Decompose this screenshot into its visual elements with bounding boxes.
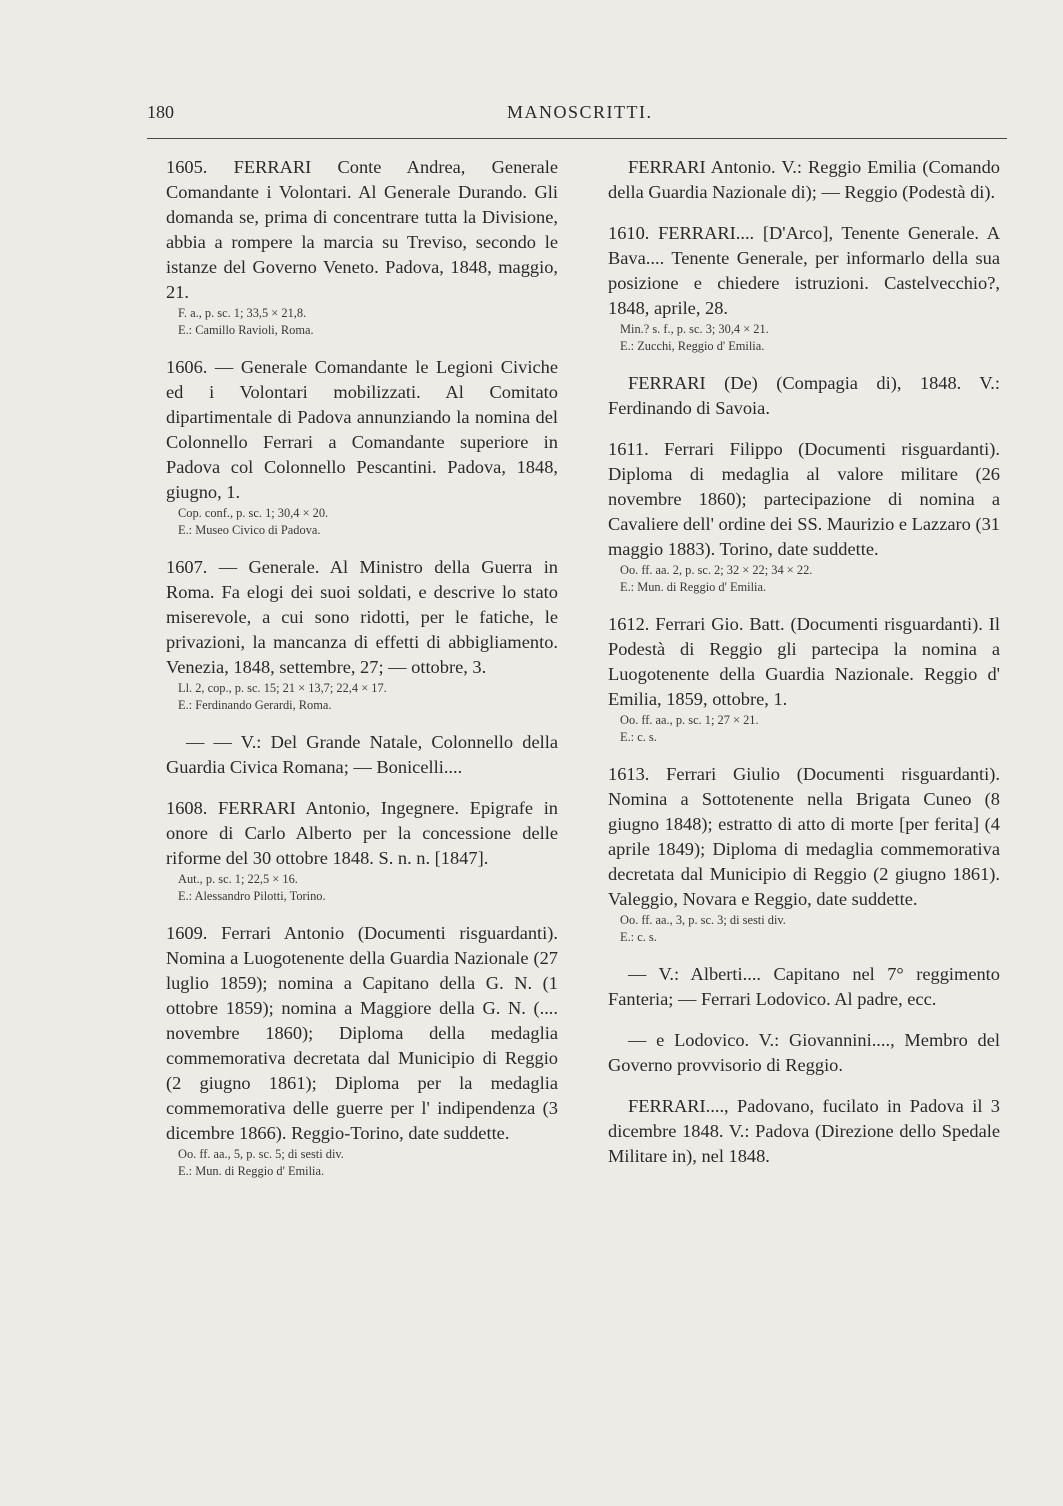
entry-note: Oo. ff. aa., p. sc. 1; 27 × 21. bbox=[620, 713, 759, 727]
entry-text: 1608. FERRARI Antonio, Ingegnere. Epigrafe in onore di Carlo Alberto per la concessione delle riforme del 30 ottobre 1848. S. n. n. [1847]. bbox=[166, 798, 558, 868]
catalog-entry bbox=[166, 155, 558, 339]
cross-reference bbox=[608, 155, 1000, 205]
entry-note: Min.? s. f., p. sc. 3; 30,4 × 21. bbox=[620, 322, 769, 336]
entry-note: E.: Camillo Ravioli, Roma. bbox=[178, 323, 314, 337]
entry-note: E.: c. s. bbox=[620, 930, 657, 944]
entry-text: 1609. Ferrari Antonio (Documenti risguardanti). Nomina a Luogotenente della Guardia Nazionale (27 luglio 1859); nomina a Capitano della G. N. (1 ottobre 1859); nomina a Maggiore della G. N. (.... novembre 1860); Diploma della medaglia commemorativa decretata dal Municipio di Reggio (2 giugno 1861); Diploma per la medaglia commemorativa delle guerre per l' indipendenza (3 dicembre 1866). Reggio-Torino, date suddette. bbox=[166, 923, 558, 1143]
entry-text: 1610. FERRARI.... [D'Arco], Tenente Generale. A Bava.... Tenente Generale, per informarlo della sua posizione e chiedere istruzioni. Castelvecchio?, 1848, aprile, 28. bbox=[608, 223, 1000, 318]
page-header bbox=[147, 102, 1007, 134]
entry-note: E.: Mun. di Reggio d' Emilia. bbox=[620, 580, 767, 594]
entry-text: FERRARI (De) (Compagia di), 1848. V.: Ferdinando di Savoia. bbox=[608, 373, 1000, 418]
cross-reference bbox=[166, 730, 558, 780]
entry-text: 1606. — Generale Comandante le Legioni Civiche ed i Volontari mobilizzati. Al Comitato dipartimentale di Padova annunziando la nomina del Colonnello Ferrari a Comandante superiore in Padova col Colonnello Pescantini. Padova, 1848, giugno, 1. bbox=[166, 357, 558, 502]
entry-text: 1607. — Generale. Al Ministro della Guerra in Roma. Fa elogi dei suoi soldati, e descrive lo stato miserevole, a cui sono ridotti, per le fatiche, le privazioni, la mancanza di effetti di abbigliamento. Venezia, 1848, settembre, 27; — ottobre, 3. bbox=[166, 557, 558, 677]
right-column bbox=[608, 155, 1000, 1185]
catalog-entry bbox=[608, 221, 1000, 355]
entry-note: E.: Ferdinando Gerardi, Roma. bbox=[178, 698, 332, 712]
entry-note: E.: Museo Civico di Padova. bbox=[178, 523, 321, 537]
entry-text: — e Lodovico. V.: Giovannini...., Membro del Governo provvisorio di Reggio. bbox=[608, 1030, 1000, 1075]
entry-note: E.: Zucchi, Reggio d' Emilia. bbox=[620, 339, 765, 353]
catalog-entry bbox=[166, 355, 558, 539]
entry-text: FERRARI...., Padovano, fucilato in Padova il 3 dicembre 1848. V.: Padova (Direzione dello Spedale Militare in), nel 1848. bbox=[608, 1096, 1000, 1166]
entry-note: Oo. ff. aa., 5, p. sc. 5; di sesti div. bbox=[178, 1147, 344, 1161]
entry-note: Oo. ff. aa., 3, p. sc. 3; di sesti div. bbox=[620, 913, 786, 927]
cross-reference bbox=[608, 962, 1000, 1012]
entry-text: — V.: Alberti.... Capitano nel 7° reggimento Fanteria; — Ferrari Lodovico. Al padre, ecc. bbox=[608, 964, 1000, 1009]
catalog-entry bbox=[608, 612, 1000, 746]
catalog-entry bbox=[166, 921, 558, 1180]
entry-text: FERRARI Antonio. V.: Reggio Emilia (Comando della Guardia Nazionale di); — Reggio (Podestà di). bbox=[608, 157, 1000, 202]
cross-reference bbox=[608, 1028, 1000, 1078]
entry-note: E.: Alessandro Pilotti, Torino. bbox=[178, 889, 326, 903]
entry-note: E.: Mun. di Reggio d' Emilia. bbox=[178, 1164, 325, 1178]
entry-text: — — V.: Del Grande Natale, Colonnello della Guardia Civica Romana; — Bonicelli.... bbox=[166, 732, 558, 777]
entry-note: Cop. conf., p. sc. 1; 30,4 × 20. bbox=[178, 506, 329, 520]
page-number: 180 bbox=[147, 102, 174, 122]
entry-text: 1611. Ferrari Filippo (Documenti risguardanti). Diploma di medaglia al valore militare (26 novembre 1860); partecipazione di nomina a Cavaliere dell' ordine dei SS. Maurizio e Lazzaro (31 maggio 1883). Torino, date suddette. bbox=[608, 439, 1000, 559]
entry-note: E.: c. s. bbox=[620, 730, 657, 744]
left-column bbox=[166, 155, 558, 1196]
entry-note: F. a., p. sc. 1; 33,5 × 21,8. bbox=[178, 306, 307, 320]
entry-text: 1605. FERRARI Conte Andrea, Generale Comandante i Volontari. Al Generale Durando. Gli domanda se, prima di concentrare tutta la Divisione, abbia a rompere la marcia su Treviso, secondo le istanze del Governo Veneto. Padova, 1848, maggio, 21. bbox=[166, 157, 558, 302]
cross-reference bbox=[608, 1094, 1000, 1169]
entry-note: Ll. 2, cop., p. sc. 15; 21 × 13,7; 22,4 × 17. bbox=[178, 681, 387, 695]
header-rule bbox=[147, 138, 1007, 139]
catalog-entry bbox=[166, 555, 558, 714]
entry-note: Aut., p. sc. 1; 22,5 × 16. bbox=[178, 872, 298, 886]
catalog-entry bbox=[608, 437, 1000, 596]
catalog-entry bbox=[608, 762, 1000, 946]
catalog-entry bbox=[166, 796, 558, 905]
entry-text: 1612. Ferrari Gio. Batt. (Documenti risguardanti). Il Podestà di Reggio gli partecipa la nomina a Luogotenente della Guardia Nazionale. Reggio d' Emilia, 1859, ottobre, 1. bbox=[608, 614, 1000, 709]
cross-reference bbox=[608, 371, 1000, 421]
entry-text: 1613. Ferrari Giulio (Documenti risguardanti). Nomina a Sottotenente nella Brigata Cuneo (8 giugno 1848); estratto di atto di morte [per ferita] (4 aprile 1849); Diploma di medaglia commemorativa decretata dal Municipio di Reggio (2 giugno 1861). Valeggio, Novara e Reggio, date suddette. bbox=[608, 764, 1000, 909]
running-title: MANOSCRITTI. bbox=[507, 102, 653, 122]
entry-note: Oo. ff. aa. 2, p. sc. 2; 32 × 22; 34 × 22. bbox=[620, 563, 813, 577]
